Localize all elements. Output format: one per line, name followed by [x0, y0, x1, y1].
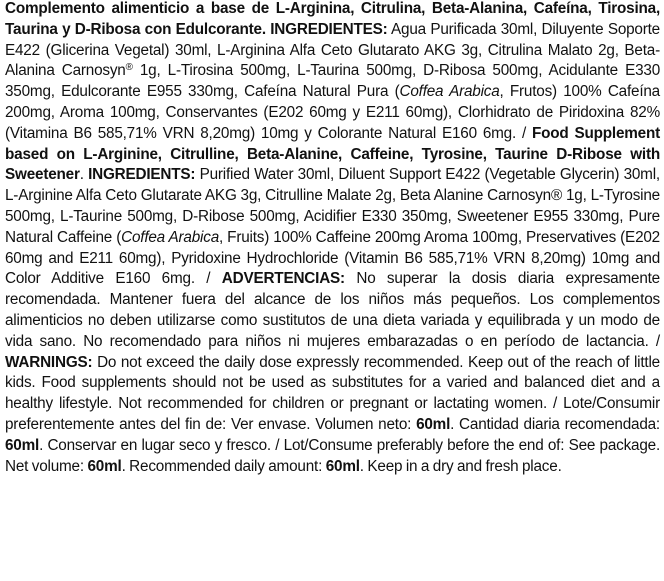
spanish-latin-name: Coffea Arabica — [399, 83, 500, 101]
spanish-ingredients-label: INGREDIENTES: — [270, 20, 388, 38]
english-product-heading: Food Supplement based on L-Arginine, Citrulline, Beta-Alanine, Caffeine, Tyrosine, Taurine D-Ribose with Sweetener — [5, 124, 660, 184]
english-ingredients-text: Purified Water 30ml, Diluent Support E422 (Vegetable Glycerin) 30ml, L-Arginine Alfa Ceto Glutarate AKG 3g, Citrulline Malate 2g, Beta Alanine Carnosyn® 1g, L-Tyrosine 500mg, L-Taurine 500mg, D-Ribose 500mg, Acidifier E330 350mg, Sweetener E955 330mg, Pure Natural Caffeine ( — [5, 166, 660, 246]
spanish-ingredients-block — [5, 0, 660, 142]
spanish-warnings-text: No superar la dosis diaria expresamente recomendada. Mantener fuera del alcance de los niños más pequeños. Los complementos alimenticios no deben utilizarse como sustitutos de una dieta variada y equilibrada y un modo de vida sano. No recomendado para niños ni mujeres embarazadas o en período de lactancia. / — [5, 270, 660, 350]
daily-amount-value: 60ml — [5, 436, 40, 454]
spanish-product-heading: Complemento alimenticio a base de L-Arginina, Citrulina, Beta-Alanina, Cafeína, Tirosina, Taurina y D-Ribosa con Edulcorante. — [5, 0, 660, 38]
lot-text: Lote/Consumir preferentemente antes del fin de: Ver envase. Volumen neto: — [5, 395, 660, 433]
spanish-ingredients-text: Agua Purificada 30ml, Diluyente Soporte E422 (Glicerina Vegetal) 30ml, L-Arginina Alfa Ceto Glutarato AKG 3g, Citrulina Malato 2g, Beta-Alanina Carnosyn — [5, 20, 660, 80]
storage-text-en: . Keep in a dry and fresh place. — [359, 457, 562, 475]
spanish-warnings-label: ADVERTENCIAS: — [221, 270, 345, 288]
english-warnings-label: WARNINGS: — [5, 353, 93, 371]
spanish-ingredients-text: , Frutos) 100% Cafeína 200mg, Aroma 100mg, Conservantes (E202 60mg y E211 60mg), Clorhidrato de Piridoxina 82% (Vitamina B6 585,71% VRN 8,20mg) 10mg y Colorante Natural E160 6mg. / — [5, 83, 660, 142]
spanish-ingredients-text: 1g, L-Tirosina 500mg, L-Taurina 500mg, D-Ribosa 500mg, Acidulante E330 350mg, Edulcorante E955 330mg, Cafeína Natural Pura ( — [5, 62, 661, 101]
registered-mark: ® — [125, 62, 133, 74]
heading-period: . — [79, 166, 84, 184]
english-ingredients-label: INGREDIENTS: — [88, 166, 196, 184]
net-volume-value: 60ml — [416, 415, 451, 433]
daily-amount-text: . Cantidad diaria recomendada: — [450, 415, 660, 433]
english-latin-name: Coffea Arabica — [121, 228, 220, 246]
english-ingredients-text: , Fruits) 100% Caffeine 200mg Aroma 100mg, Preservatives (E202 60mg and E211 60mg), Pyridoxine Hydrochloride (Vitamin B6 585,71% VRN 8,20mg) 10mg and Color Additive E160 6mg. / — [5, 228, 660, 288]
storage-text: . Conservar en lugar seco y fresco. / Lot/Consume preferably before the end of: See package. Net volume: — [5, 436, 660, 475]
english-warnings-block — [5, 354, 660, 413]
net-volume-value-en: 60ml — [87, 457, 122, 475]
daily-amount-value-en: 60ml — [325, 457, 360, 475]
english-warnings-text: Do not exceed the daily dose expressly recommended. Keep out of the reach of little kids. Food supplements should not be used as substitutes for a varied and balanced diet and a healthy lifestyle. Not recommended for children or pregnant or lactating women. / — [5, 353, 660, 413]
daily-amount-text-en: . Recommended daily amount: — [121, 457, 323, 475]
english-ingredients-block — [5, 125, 660, 288]
